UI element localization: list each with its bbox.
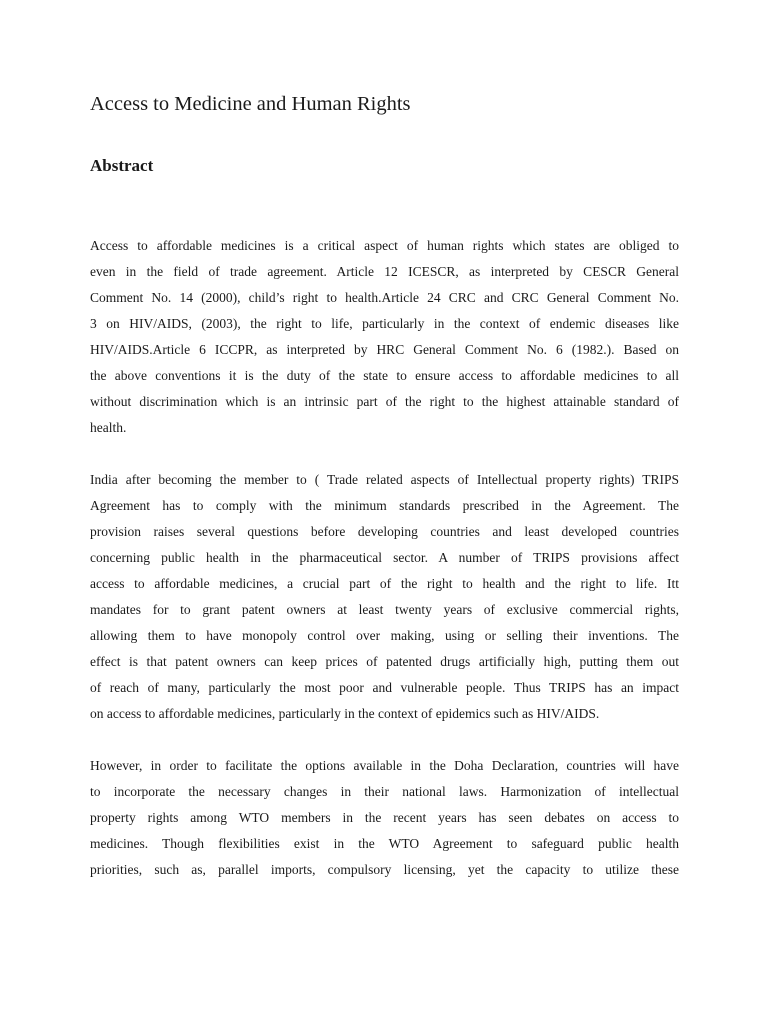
paragraph-line: Access to affordable medicines is a critical aspect of human rights which states are obliged to — [90, 238, 679, 253]
paragraph-1 — [90, 233, 679, 441]
paragraph-line: of reach of many, particularly the most poor and vulnerable people. Thus TRIPS has an impact — [90, 680, 679, 695]
paragraph-line: even in the field of trade agreement. Article 12 ICESCR, as interpreted by CESCR General — [90, 264, 679, 279]
paragraph-line: Agreement has to comply with the minimum standards prescribed in the Agreement. The — [90, 498, 679, 513]
paragraph-line: concerning public health in the pharmaceutical sector. A number of TRIPS provisions affect — [90, 550, 679, 565]
paragraph-line: without discrimination which is an intrinsic part of the right to the highest attainable standard of — [90, 394, 679, 409]
document-title: Access to Medicine and Human Rights — [90, 93, 411, 115]
paragraph-line: priorities, such as, parallel imports, compulsory licensing, yet the capacity to utilize these — [90, 862, 679, 877]
paragraph-line: allowing them to have monopoly control over making, using or selling their inventions. The — [90, 628, 679, 643]
paragraph-2 — [90, 467, 679, 727]
paragraph-line: to incorporate the necessary changes in their national laws. Harmonization of intellectual — [90, 784, 679, 799]
paragraph-line: on access to affordable medicines, particularly in the context of epidemics such as HIV/AIDS. — [90, 706, 600, 721]
paragraph-line: health. — [90, 420, 127, 435]
paragraph-line: medicines. Though flexibilities exist in the WTO Agreement to safeguard public health — [90, 836, 679, 851]
paragraph-line: However, in order to facilitate the options available in the Doha Declaration, countries will have — [90, 758, 679, 773]
paragraph-3 — [90, 753, 679, 883]
paragraph-line: mandates for to grant patent owners at least twenty years of exclusive commercial rights, — [90, 602, 679, 617]
paragraph-line: property rights among WTO members in the recent years has seen debates on access to — [90, 810, 679, 825]
paragraph-line: access to affordable medicines, a crucial part of the right to health and the right to life. Itt — [90, 576, 679, 591]
paragraph-line: HIV/AIDS.Article 6 ICCPR, as interpreted by HRC General Comment No. 6 (1982.). Based on — [90, 342, 679, 357]
paragraph-line: India after becoming the member to ( Trade related aspects of Intellectual property rights) TRIPS — [90, 472, 679, 487]
paragraph-line: 3 on HIV/AIDS, (2003), the right to life, particularly in the context of endemic diseases like — [90, 316, 679, 331]
abstract-heading: Abstract — [90, 156, 154, 175]
paragraph-line: the above conventions it is the duty of the state to ensure access to affordable medicines to all — [90, 368, 679, 383]
paragraph-line: provision raises several questions before developing countries and least developed countries — [90, 524, 679, 539]
paragraph-line: Comment No. 14 (2000), child’s right to health.Article 24 CRC and CRC General Comment No. — [90, 290, 679, 305]
paragraph-line: effect is that patent owners can keep prices of patented drugs artificially high, putting them out — [90, 654, 679, 669]
